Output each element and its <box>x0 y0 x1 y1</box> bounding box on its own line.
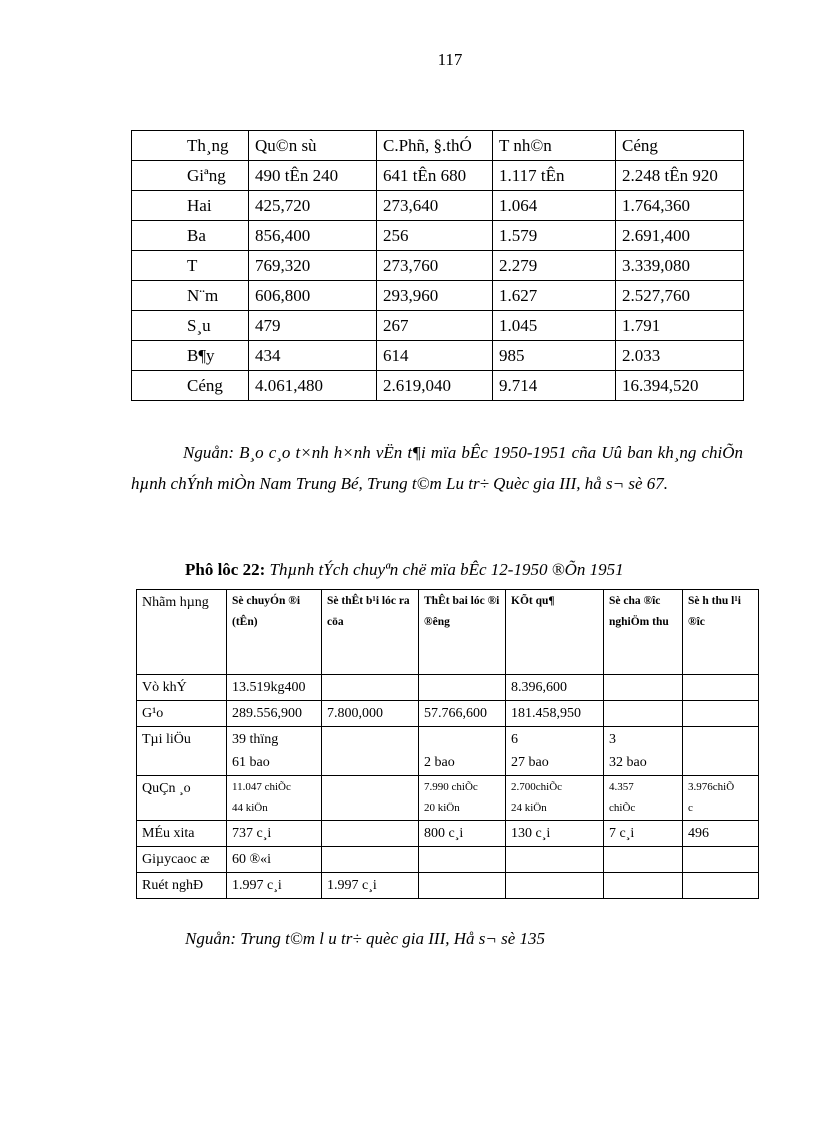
table-cell: 737 c¸i <box>227 821 322 847</box>
table-cell: 434 <box>249 341 377 371</box>
table-cell: 256 <box>377 221 493 251</box>
table-cell: 16.394,520 <box>616 371 744 401</box>
table-cell: 267 <box>377 311 493 341</box>
table-cell: Vò khÝ <box>137 675 227 701</box>
table-header-cell: Nhãm hµng <box>137 590 227 675</box>
table-cell: 1.579 <box>493 221 616 251</box>
table-cell: 800 c¸i <box>419 821 506 847</box>
achievement-table <box>136 589 759 899</box>
table-header-cell: T nh©n <box>493 131 616 161</box>
table-row <box>137 776 759 821</box>
table-cell: Céng <box>132 371 249 401</box>
table-cell: 2.248 tÊn 920 <box>616 161 744 191</box>
table-cell: 490 tÊn 240 <box>249 161 377 191</box>
table-cell: 3.976chiÕ c <box>683 776 759 821</box>
table-cell: S¸u <box>132 311 249 341</box>
table-cell: 181.458,950 <box>506 701 604 727</box>
transport-table <box>131 130 744 401</box>
table-cell: 289.556,900 <box>227 701 322 727</box>
table-cell <box>604 847 683 873</box>
table-cell <box>604 873 683 899</box>
table-row <box>137 727 759 776</box>
table-row <box>137 847 759 873</box>
table-cell: 4.061,480 <box>249 371 377 401</box>
table-header-cell: Sè thÊt b¹i lóc ra cöa <box>322 590 419 675</box>
table-cell: Ruét nghÐ <box>137 873 227 899</box>
table-cell <box>322 727 419 776</box>
table-cell: 57.766,600 <box>419 701 506 727</box>
table-cell: 479 <box>249 311 377 341</box>
table-header-cell: Qu©n sù <box>249 131 377 161</box>
table-header-cell: Sè cha ®îc nghiÖm thu <box>604 590 683 675</box>
table-cell: 496 <box>683 821 759 847</box>
table-cell: 1.045 <box>493 311 616 341</box>
table-cell: 11.047 chiÕc 44 kiÖn <box>227 776 322 821</box>
table-row <box>137 701 759 727</box>
table-cell <box>419 873 506 899</box>
table-cell: 6 27 bao <box>506 727 604 776</box>
table-cell: 3 32 bao <box>604 727 683 776</box>
table-cell: 2.691,400 <box>616 221 744 251</box>
table-cell: 2 bao <box>419 727 506 776</box>
table-header-cell: Sè h thu l¹i ®îc <box>683 590 759 675</box>
table-cell <box>322 675 419 701</box>
table-cell <box>419 675 506 701</box>
table-cell <box>683 675 759 701</box>
table-header-cell: C.Phñ, §.thÓ <box>377 131 493 161</box>
table-cell: 3.339,080 <box>616 251 744 281</box>
table-cell: 7.990 chiÕc 20 kiÖn <box>419 776 506 821</box>
table-cell: 606,800 <box>249 281 377 311</box>
table-header-row <box>137 590 759 675</box>
table-cell: 769,320 <box>249 251 377 281</box>
table-cell: 2.619,040 <box>377 371 493 401</box>
table-cell: 1.627 <box>493 281 616 311</box>
table-cell <box>683 847 759 873</box>
table-cell: G¹o <box>137 701 227 727</box>
table-cell <box>604 701 683 727</box>
table-row <box>132 191 744 221</box>
table-cell: Ba <box>132 221 249 251</box>
table-cell: 985 <box>493 341 616 371</box>
table-cell: 130 c¸i <box>506 821 604 847</box>
source-note-1: Nguån: B¸o c¸o t×nh h×nh vËn t¶i mïa bÊc 1950-1951 cña Uû ban kh¸ng chiÕn hµnh chÝnh miÒn Nam Trung Bé, Trung t©m Lu tr÷ Quèc gia III, hå s¬ sè 67. <box>131 443 743 493</box>
table-header-cell: ThÊt bai lóc ®i ®êng <box>419 590 506 675</box>
table-cell: 1.997 c¸i <box>227 873 322 899</box>
table-cell: Giµycaoc æ <box>137 847 227 873</box>
table-cell: B¶y <box>132 341 249 371</box>
table-cell: 13.519kg400 <box>227 675 322 701</box>
appendix-title: Thµnh tÝch chuyªn chë mïa bÊc 12-1950 ®Õn 1951 <box>269 560 624 579</box>
appendix-caption <box>185 560 624 580</box>
table-row <box>132 311 744 341</box>
table-row <box>132 161 744 191</box>
table-cell: 7.800,000 <box>322 701 419 727</box>
table-header-cell: Th¸ng <box>132 131 249 161</box>
appendix-label: Phô lôc 22: <box>185 560 266 579</box>
table-cell: QuÇn ¸o <box>137 776 227 821</box>
table-cell: Tµi liÖu <box>137 727 227 776</box>
table-cell: 2.700chiÕc 24 kiÖn <box>506 776 604 821</box>
table-cell <box>506 847 604 873</box>
table-cell: 2.527,760 <box>616 281 744 311</box>
table-cell: 8.396,600 <box>506 675 604 701</box>
table-header-cell: Céng <box>616 131 744 161</box>
table-cell: 1.791 <box>616 311 744 341</box>
table-cell: Hai <box>132 191 249 221</box>
table-cell: 856,400 <box>249 221 377 251</box>
table-cell <box>604 675 683 701</box>
table-cell <box>322 776 419 821</box>
table-cell <box>683 701 759 727</box>
table-cell: 2.279 <box>493 251 616 281</box>
table-row <box>132 341 744 371</box>
table-cell: 39 thïng 61 bao <box>227 727 322 776</box>
table-cell: 1.997 c¸i <box>322 873 419 899</box>
table-cell: N¨m <box>132 281 249 311</box>
table-cell: MÉu xita <box>137 821 227 847</box>
table-header-cell: Sè chuyÓn ®i (tÊn) <box>227 590 322 675</box>
table-cell: 9.714 <box>493 371 616 401</box>
page-number: 117 <box>437 50 463 69</box>
table-cell: T <box>132 251 249 281</box>
table-cell <box>683 873 759 899</box>
table-row <box>132 251 744 281</box>
table-row <box>132 281 744 311</box>
table-cell: 7 c¸i <box>604 821 683 847</box>
table-cell: 273,760 <box>377 251 493 281</box>
table-cell: 2.033 <box>616 341 744 371</box>
table-header-cell: KÕt qu¶ <box>506 590 604 675</box>
table-row <box>137 675 759 701</box>
table-row <box>137 821 759 847</box>
table-cell <box>322 847 419 873</box>
table-cell: 1.064 <box>493 191 616 221</box>
table-cell: 614 <box>377 341 493 371</box>
table-cell: 273,640 <box>377 191 493 221</box>
table-cell: 641 tÊn 680 <box>377 161 493 191</box>
source-note-2: Nguån: Trung t©m l u tr÷ quèc gia III, Hå s¬ sè 135 <box>185 929 546 948</box>
table-cell <box>419 847 506 873</box>
table-row <box>132 221 744 251</box>
table-cell: 60 ®«i <box>227 847 322 873</box>
table-cell: 425,720 <box>249 191 377 221</box>
table-header-row <box>132 131 744 161</box>
table-cell: 1.117 tÊn <box>493 161 616 191</box>
table-cell: 1.764,360 <box>616 191 744 221</box>
table-cell: 293,960 <box>377 281 493 311</box>
table-row <box>132 371 744 401</box>
table-row <box>137 873 759 899</box>
table-cell <box>506 873 604 899</box>
table-cell <box>322 821 419 847</box>
table-cell: 4.357 chiÕc <box>604 776 683 821</box>
table-cell: Giªng <box>132 161 249 191</box>
table-cell <box>683 727 759 776</box>
